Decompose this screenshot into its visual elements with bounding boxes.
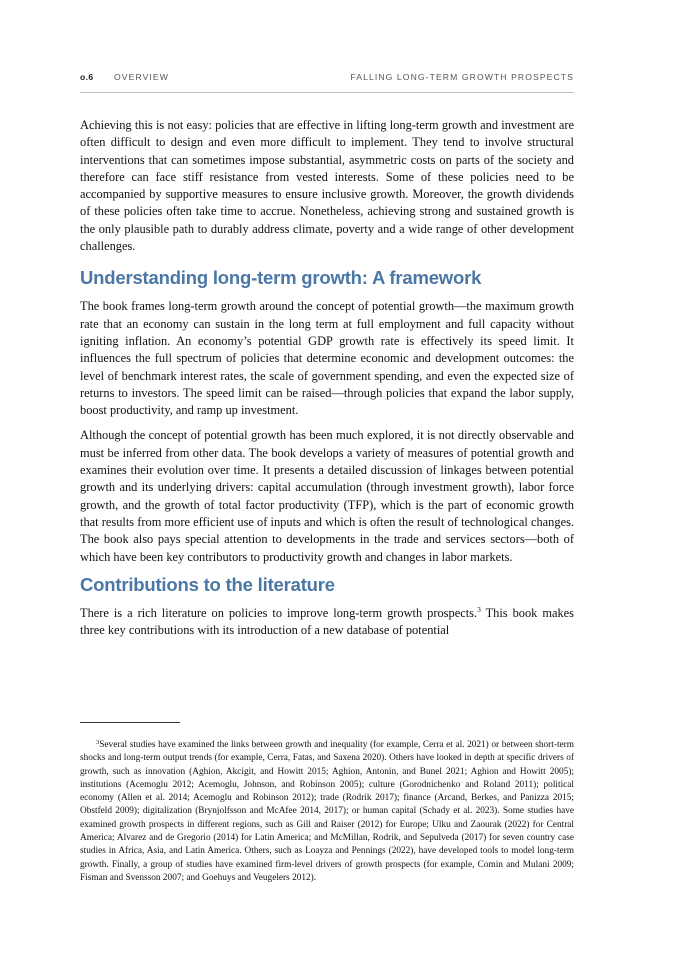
page-number: o.6 (80, 72, 94, 82)
footnote-divider (80, 722, 180, 723)
chapter-title: FALLING LONG-TERM GROWTH PROSPECTS (350, 72, 574, 82)
body-text (80, 117, 574, 647)
paragraph-text: There is a rich literature on policies to improve long-term growth prospects. (80, 605, 478, 620)
paragraph: The book frames long-term growth around the concept of potential growth—the maximum growth rate that an economy can sustain in the long term at full employment and full capacity without igniting inflation. An economy’s potential GDP growth rate is effectively its speed limit. It influences the full spectrum of policies that determine economic and development outcomes: the level of benchmark interest rates, the scale of government spending, and even the expected size of returns to investors. The speed limit can be raised—through policies that expand the labor supply, boost productivity, and ramp up investment. (80, 299, 574, 418)
paragraph-text-continued: This book makes three key contributions with its introduction of a new database of potential (80, 605, 574, 638)
footnote-mark: 3 (96, 739, 100, 746)
paragraph (80, 605, 574, 640)
paragraph: Achieving this is not easy: policies that are effective in lifting long-term growth and investment are often difficult to design and even more difficult to implement. They tend to involve structural interventions that can sometimes impose substantial, asymmetric costs on parts of the society and therefore can face stiff resistance from vested interests. Some of these policies need to be accompanied by supportive measures to ensure inclusive growth. Moreover, the growth dividends of these policies often take time to accrue. Nonetheless, achieving strong and sustained growth is the only plausible path to durably address climate, poverty and a wide range of other development challenges. (80, 118, 574, 254)
paragraph: Although the concept of potential growth has been much explored, it is not directly observable and must be inferred from other data. The book develops a variety of measures of potential growth and examines their evolution over time. It presents a detailed discussion of linkages between potential growth and its underlying drivers: capital accumulation (through investment growth), labor force growth, and the growth of total factor productivity (TFP), which is the part of economic growth that results from more efficient use of inputs and which is often the result of technological changes. The book also pays special attention to developments in the trade and services sectors—both of which have been key contributors to productivity growth and changes in labor markets. (80, 428, 574, 564)
footnote-text: Several studies have examined the links between growth and inequality (for example, Cerra et al. 2021) or between short-term shocks and long-term output trends (for example, Cerra, Fatas, and Saxena 2020). Others have looked in depth at specific drivers of growth, such as innovation (Aghion, Akcigit, and Howitt 2015; Aghion, Antonin, and Bunel 2021; Aghion and Howitt 2005); institutions (Acemoglu 2012; Acemoglu, Johnson, and Robinson 2005); culture (Gorodnichenko and Roland 2011); political economy (Allen et al. 2014; Acemoglu and Robinson 2012); trade (Rodrik 2017); finance (Arcand, Berkes, and Panizza 2015; Obstfeld 2009); digitalization (Brynjolfsson and McAfee 2014, 2017); or human capital (Schady et al. 2023). Some studies have examined growth prospects in different regions, such as Gill and Raiser (2012) for Europe; Ulku and Zaourak (2022) for Central America; Alvarez and de Gregorio (2014) for Latin America; and McMillan, Rodrik, and Sepulveda (2017) for seven country case studies in Africa, Asia, and Latin America. Others, such as Loayza and Pennings (2022), have developed tools to model long-term growth. Finally, a group of studies have examined firm-level drivers of growth prospects (for example, Comin and Mulani 2009; Fisman and Svensson 2007; and Goehuys and Veugelers 2012). (80, 740, 574, 883)
section-heading-contributions: Contributions to the literature (80, 573, 335, 595)
running-header (80, 72, 574, 86)
header-divider (80, 92, 574, 93)
section-heading-framework: Understanding long-term growth: A framework (80, 267, 482, 289)
footnote-reference[interactable]: 3 (477, 604, 481, 614)
section-name: OVERVIEW (114, 72, 169, 82)
footnote (80, 739, 574, 885)
